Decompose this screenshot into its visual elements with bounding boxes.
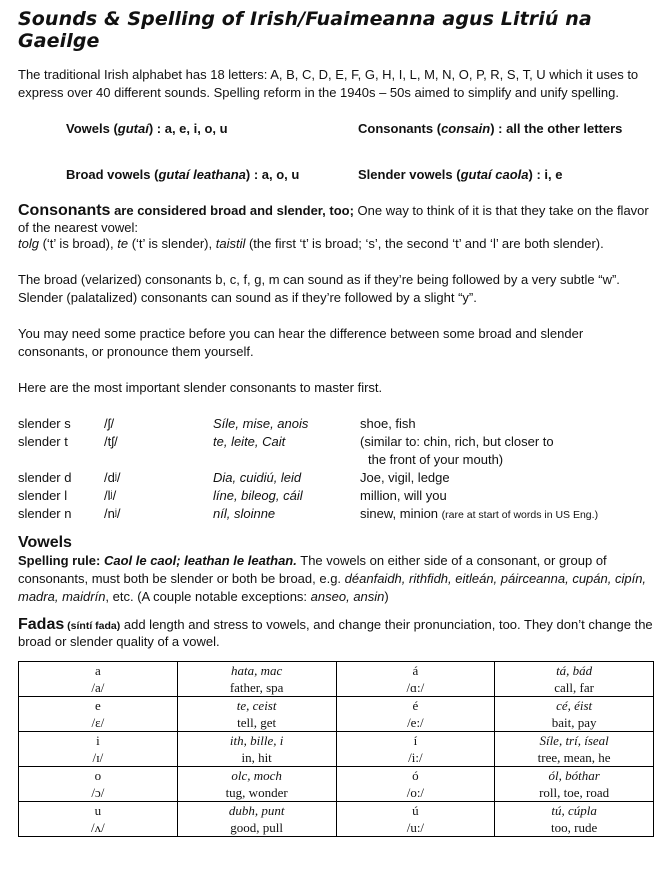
fadas-heading: Fadas	[18, 616, 65, 633]
table-cell: sinew, minion (rare at start of words in US Eng.)	[360, 506, 599, 521]
fada-table-cell: o /ɔ/	[19, 767, 178, 802]
table-cell: Joe, vigil, ledge	[360, 470, 450, 485]
table-cell: slender t	[18, 434, 68, 449]
table-cell: million, will you	[360, 488, 447, 503]
table-cell: Síle, mise, anois	[213, 416, 309, 431]
fada-table-cell: dubh, punt good, pull	[177, 802, 336, 837]
table-cell: níl, sloinne	[213, 506, 276, 521]
fada-table-row	[19, 662, 654, 697]
fada-table-cell: cé, éist bait, pay	[495, 697, 654, 732]
fada-table-cell: é /e:/	[336, 697, 495, 732]
table-cell: /tʃ/	[104, 434, 118, 449]
fada-table-cell: ó /o:/	[336, 767, 495, 802]
spelling-rule: Spelling rule: Caol le caol; leathan le leathan. The vowels on either side of a consonant, or group of consonants, must both be slender or both be broad, e.g. déanfaidh, rithfidh, eitleán, páirceanna, cupán, cipín, madra, maidrín, etc. (A couple notable exceptions: anseo, ansin)	[18, 553, 647, 604]
vowel-consonant-definitions	[66, 120, 654, 184]
fada-table-cell: tú, cúpla too, rude	[495, 802, 654, 837]
fada-table-cell: olc, moch tug, wonder	[177, 767, 336, 802]
fada-table-row	[19, 697, 654, 732]
fada-table-cell: i /ɪ/	[19, 732, 178, 767]
table-cell: (similar to: chin, rich, but closer to	[360, 434, 554, 449]
fada-table-cell: ú /u:/	[336, 802, 495, 837]
table-cell: /ʃ/	[104, 416, 115, 431]
table-cell: slender n	[18, 506, 72, 521]
important-consonants-paragraph: Here are the most important slender consonants to master first.	[18, 380, 383, 395]
fada-table-cell: e /ɛ/	[19, 697, 178, 732]
table-cell: Dia, cuidiú, leid	[213, 470, 302, 485]
table-cell: slender s	[18, 416, 71, 431]
def-broad-vowels: Broad vowels (gutaí leathana) : a, o, u	[66, 167, 300, 182]
vowels-heading: Vowels	[18, 534, 72, 551]
intro-paragraph: The traditional Irish alphabet has 18 letters: A, B, C, D, E, F, G, H, I, L, M, N, O, P, R, S, T, U which it uses to express over 40 different sounds. Spelling reform in the 1940s – 50s aimed to simplify and unify spelling.	[18, 67, 639, 100]
fada-table-row	[19, 732, 654, 767]
fada-table-cell: í /i:/	[336, 732, 495, 767]
table-cell: the front of your mouth)	[368, 452, 504, 467]
fada-table-cell: á /ɑ:/	[336, 662, 495, 697]
page-title: Sounds & Spelling of Irish/Fuaimeanna agus Litriú na Gaeilge	[18, 8, 592, 52]
fada-table-cell: te, ceist tell, get	[177, 697, 336, 732]
table-cell: slender l	[18, 488, 68, 503]
fada-table-row	[19, 767, 654, 802]
def-slender-vowels: Slender vowels (gutaí caola) : i, e	[358, 167, 563, 182]
document-page: Sounds & Spelling of Irish/Fuaimeanna agus Litriú na Gaeilge The traditional Irish alphabet has 18 letters: A, B, C, D, E, F, G, H, I, L, M, N, O, P, R, S, T, U which it uses to express over 40 different sounds. Spelling reform in the 1940s – 50s aimed to simplify and unify spelling. Vowels (gutaí) : a, e, i, o, u Consonants (consain) : all the other letters Broad vowels (gutaí leathana) : a, o, u Slender vowels (gutaí caola) : i, e Consonants are considered broad and slender, too; One way to think of it is that they take on the flavor of the nearest vowel: tolg (‘t’ is broad), te (‘t’ is slender), taistil (the first ‘t’ is broad; ‘s’, the second ‘t’ and ‘l’ are both slender). The broad (velarized) consonants b, c, f, g, m can sound as if they’re being followed by a very subtle “w”. Slender (palatalized) consonants can sound as if they’re followed by a slight “y”. You may need some practice before you can hear the difference between some broad and slender consonants, or pronounce them yourself. Here are the most important slender consonants to master first. slender s /ʃ/ Síle, mise, anois shoe, fish slender t /tʃ/ te, leite, Cait (similar to: chin, rich, but closer to the front of your mouth) slender d /dʲ/ Dia, cuidiú, leid Joe, vigil, ledge slender l /lʲ/ líne, bileog, cáil million, will you slender n /nʲ/ níl, sloinne sinew, minion (rare at start of words in US Eng.) Vowels Spelling rule: Caol le caol; leathan le leathan. The vowels on either side of a consonant, or group of consonants, must both be slender or both be broad, e.g. déanfaidh, rithfidh, eitleán, páirceanna, cupán, cipín, madra, maidrín, etc. (A couple notable exceptions: anseo, ansin) Fadas (síntí fada) add length and stress to vowels, and change their pronunciation, too. They don’t change the broad or slender quality of a vowel. a /a/ hata, mac father, spa á /ɑ:/ tá, bád call, far e /ɛ/ te, ceist tell, get é /e:/ cé, éist bait, pay i /ɪ/ ith, bille, i in, hit í /i:/ Síle, trí, íseal tree, mean, he o /ɔ/ olc, moch tug, wonder ó /o:/ ól, bóthar roll, toe, road u /ʌ/ dubh, punt good, pull ú /u:/ tú, cúpla too, rude	[18, 8, 654, 837]
table-cell: te, leite, Cait	[213, 434, 286, 449]
fada-table-cell: u /ʌ/	[19, 802, 178, 837]
table-cell: líne, bileog, cáil	[213, 488, 303, 503]
fada-table-cell: hata, mac father, spa	[177, 662, 336, 697]
fada-table-cell: Síle, trí, íseal tree, mean, he	[495, 732, 654, 767]
fada-table-cell: ól, bóthar roll, toe, road	[495, 767, 654, 802]
fada-table-cell: tá, bád call, far	[495, 662, 654, 697]
practice-paragraph: You may need some practice before you can hear the difference between some broad and slender consonants, or pronounce them yourself.	[18, 326, 584, 359]
table-cell: /dʲ/	[104, 470, 121, 485]
slender-consonants-table	[18, 415, 654, 524]
fada-table-cell: a /a/	[19, 662, 178, 697]
fada-table-row	[19, 802, 654, 837]
def-consonants: Consonants (consain) : all the other letters	[358, 121, 623, 136]
consonants-heading: Consonants	[18, 202, 111, 219]
broad-slender-paragraph: The broad (velarized) consonants b, c, f, g, m can sound as if they’re being followed by a very subtle “w”. Slender (palatalized) consonants can sound as if they’re followed by a slight “y”.	[18, 272, 620, 305]
def-vowels: Vowels (gutaí) : a, e, i, o, u	[66, 121, 228, 136]
fada-table-cell: ith, bille, i in, hit	[177, 732, 336, 767]
table-cell: /nʲ/	[104, 506, 121, 521]
fada-vowel-table	[18, 661, 654, 837]
table-cell: shoe, fish	[360, 416, 416, 431]
table-cell: slender d	[18, 470, 72, 485]
table-cell: /lʲ/	[104, 488, 117, 503]
consonant-examples: tolg (‘t’ is broad), te (‘t’ is slender), taistil (the first ‘t’ is broad; ‘s’, the second ‘t’ and ‘l’ are both slender).	[18, 236, 604, 251]
